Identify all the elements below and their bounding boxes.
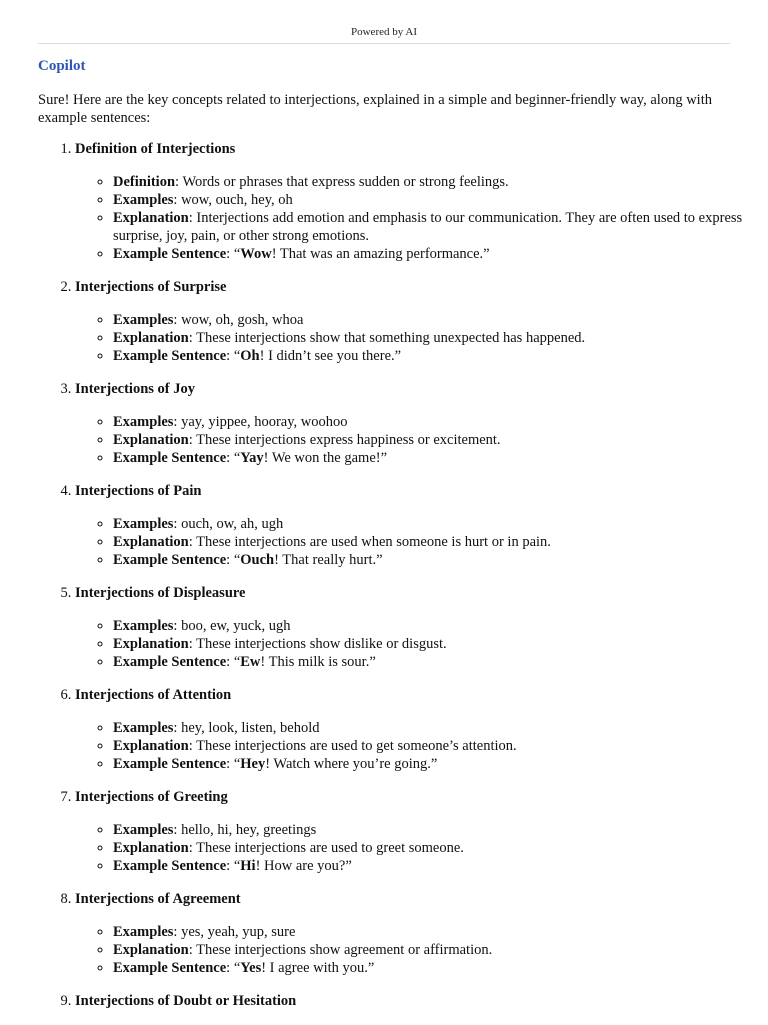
point-item (113, 329, 768, 347)
point-text: wow, oh, gosh, whoa (181, 312, 304, 328)
section-item (75, 890, 768, 977)
example-interjection-word: Yay (240, 450, 264, 466)
point-text: ! We won the game!” (263, 450, 388, 466)
example-interjection-word: Hi (240, 858, 256, 874)
point-text: These interjections show dislike or disgust. (196, 636, 447, 652)
point-item (113, 821, 768, 839)
example-interjection-word: Yes (240, 960, 262, 976)
point-text: hello, hi, hey, greetings (181, 822, 317, 838)
point-separator: : “ (226, 654, 241, 670)
point-text: ! That was an amazing performance.” (271, 246, 490, 262)
point-label: Examples (113, 822, 174, 838)
point-separator: : (173, 516, 182, 532)
point-item (113, 191, 768, 209)
point-label: Explanation (113, 210, 189, 226)
point-item (113, 653, 768, 671)
section-title: Definition of Interjections (75, 141, 236, 157)
point-item (113, 959, 768, 977)
point-separator: : (188, 636, 197, 652)
point-item (113, 635, 768, 653)
point-text: ouch, ow, ah, ugh (181, 516, 284, 532)
point-separator: : (188, 942, 197, 958)
section-item (75, 140, 768, 263)
point-label: Example Sentence (113, 450, 227, 466)
example-interjection-word: Oh (240, 348, 260, 364)
point-item (113, 719, 768, 737)
point-label: Explanation (113, 330, 189, 346)
point-label: Examples (113, 618, 174, 634)
point-separator: : (188, 330, 197, 346)
point-item (113, 209, 768, 245)
point-separator: : (188, 840, 197, 856)
point-text: These interjections express happiness or excitement. (196, 432, 501, 448)
point-text: ! That really hurt.” (274, 552, 383, 568)
section-points-list (75, 413, 768, 467)
point-text: ! I didn’t see you there.” (259, 348, 402, 364)
point-text: ! How are you?” (255, 858, 352, 874)
point-text: yay, yippee, hooray, woohoo (181, 414, 348, 430)
point-text: hey, look, listen, behold (181, 720, 320, 736)
point-item (113, 839, 768, 857)
copilot-brand-title: Copilot (38, 58, 86, 74)
point-item (113, 617, 768, 635)
point-text: ! This milk is sour.” (260, 654, 376, 670)
section-item (75, 482, 768, 569)
section-points-list (75, 821, 768, 875)
point-label: Example Sentence (113, 858, 227, 874)
section-title: Interjections of Agreement (75, 891, 241, 907)
example-interjection-word: Ew (240, 654, 261, 670)
point-label: Definition (113, 174, 176, 190)
point-text: These interjections are used when someone is hurt or in pain. (196, 534, 551, 550)
section-points-list (75, 617, 768, 671)
point-label: Explanation (113, 534, 189, 550)
point-item (113, 533, 768, 551)
point-item (113, 941, 768, 959)
powered-by-header: Powered by AI (38, 26, 730, 44)
section-title: Interjections of Surprise (75, 279, 227, 295)
section-title: Interjections of Attention (75, 687, 232, 703)
point-text: ! I agree with you.” (261, 960, 375, 976)
point-item (113, 551, 768, 569)
point-item (113, 173, 768, 191)
section-title: Interjections of Pain (75, 483, 202, 499)
section-points-list (75, 515, 768, 569)
point-label: Example Sentence (113, 348, 227, 364)
section-points-list (75, 719, 768, 773)
point-label: Example Sentence (113, 654, 227, 670)
point-text: wow, ouch, hey, oh (181, 192, 293, 208)
point-item (113, 755, 768, 773)
point-separator: : (173, 618, 182, 634)
point-label: Example Sentence (113, 552, 227, 568)
section-item (75, 584, 768, 671)
section-item (75, 380, 768, 467)
section-item (75, 686, 768, 773)
point-item (113, 245, 768, 263)
point-item (113, 431, 768, 449)
point-separator: : (188, 432, 197, 448)
point-separator: : (188, 738, 197, 754)
point-item (113, 923, 768, 941)
example-interjection-word: Hey (240, 756, 266, 772)
point-label: Examples (113, 516, 174, 532)
point-text: boo, ew, yuck, ugh (181, 618, 291, 634)
point-label: Examples (113, 312, 174, 328)
point-label: Example Sentence (113, 960, 227, 976)
point-separator: : (173, 312, 182, 328)
example-interjection-word: Wow (240, 246, 272, 262)
point-label: Explanation (113, 432, 189, 448)
point-separator: : “ (226, 348, 241, 364)
point-separator: : (175, 174, 183, 190)
point-label: Examples (113, 924, 174, 940)
point-label: Examples (113, 192, 174, 208)
point-label: Explanation (113, 636, 189, 652)
point-separator: : (188, 534, 197, 550)
point-separator: : (173, 924, 182, 940)
point-text: These interjections are used to get someone’s attention. (196, 738, 517, 754)
point-text: These interjections show agreement or affirmation. (196, 942, 493, 958)
point-label: Example Sentence (113, 756, 227, 772)
point-item (113, 347, 768, 365)
point-text: These interjections show that something unexpected has happened. (196, 330, 586, 346)
section-title: Interjections of Displeasure (75, 585, 246, 601)
point-text: Words or phrases that express sudden or strong feelings. (182, 174, 509, 190)
point-separator: : “ (226, 960, 241, 976)
interjection-sections-list (38, 140, 768, 1025)
point-separator: : “ (226, 552, 241, 568)
point-label: Example Sentence (113, 246, 227, 262)
point-separator: : (173, 414, 182, 430)
point-item (113, 413, 768, 431)
section-title: Interjections of Doubt or Hesitation (75, 993, 297, 1009)
point-separator: : “ (226, 450, 241, 466)
point-text: ! Watch where you’re going.” (265, 756, 438, 772)
point-separator: : (173, 822, 182, 838)
point-text: Interjections add emotion and emphasis to our communication. They are often used to express surprise, joy, pain, or other strong emotions. (113, 210, 743, 244)
point-item (113, 515, 768, 533)
point-item (113, 737, 768, 755)
section-item (75, 992, 768, 1010)
section-title: Interjections of Greeting (75, 789, 228, 805)
point-separator: : “ (226, 756, 241, 772)
point-separator: : (173, 192, 182, 208)
point-label: Examples (113, 414, 174, 430)
section-item (75, 788, 768, 875)
intro-paragraph: Sure! Here are the key concepts related to interjections, explained in a simple and beginner-friendly way, along with example sentences: (38, 92, 712, 126)
point-text: yes, yeah, yup, sure (181, 924, 296, 940)
point-text: These interjections are used to greet someone. (196, 840, 464, 856)
section-points-list (75, 311, 768, 365)
point-separator: : “ (226, 858, 241, 874)
point-label: Explanation (113, 738, 189, 754)
point-separator: : (173, 720, 182, 736)
point-separator: : “ (226, 246, 241, 262)
point-item (113, 857, 768, 875)
section-title: Interjections of Joy (75, 381, 196, 397)
point-item (113, 449, 768, 467)
section-points-list (75, 923, 768, 977)
point-separator: : (188, 210, 197, 226)
point-item (113, 311, 768, 329)
point-label: Explanation (113, 840, 189, 856)
example-interjection-word: Ouch (240, 552, 275, 568)
section-points-list (75, 173, 768, 263)
section-item (75, 278, 768, 365)
point-label: Explanation (113, 942, 189, 958)
point-label: Examples (113, 720, 174, 736)
